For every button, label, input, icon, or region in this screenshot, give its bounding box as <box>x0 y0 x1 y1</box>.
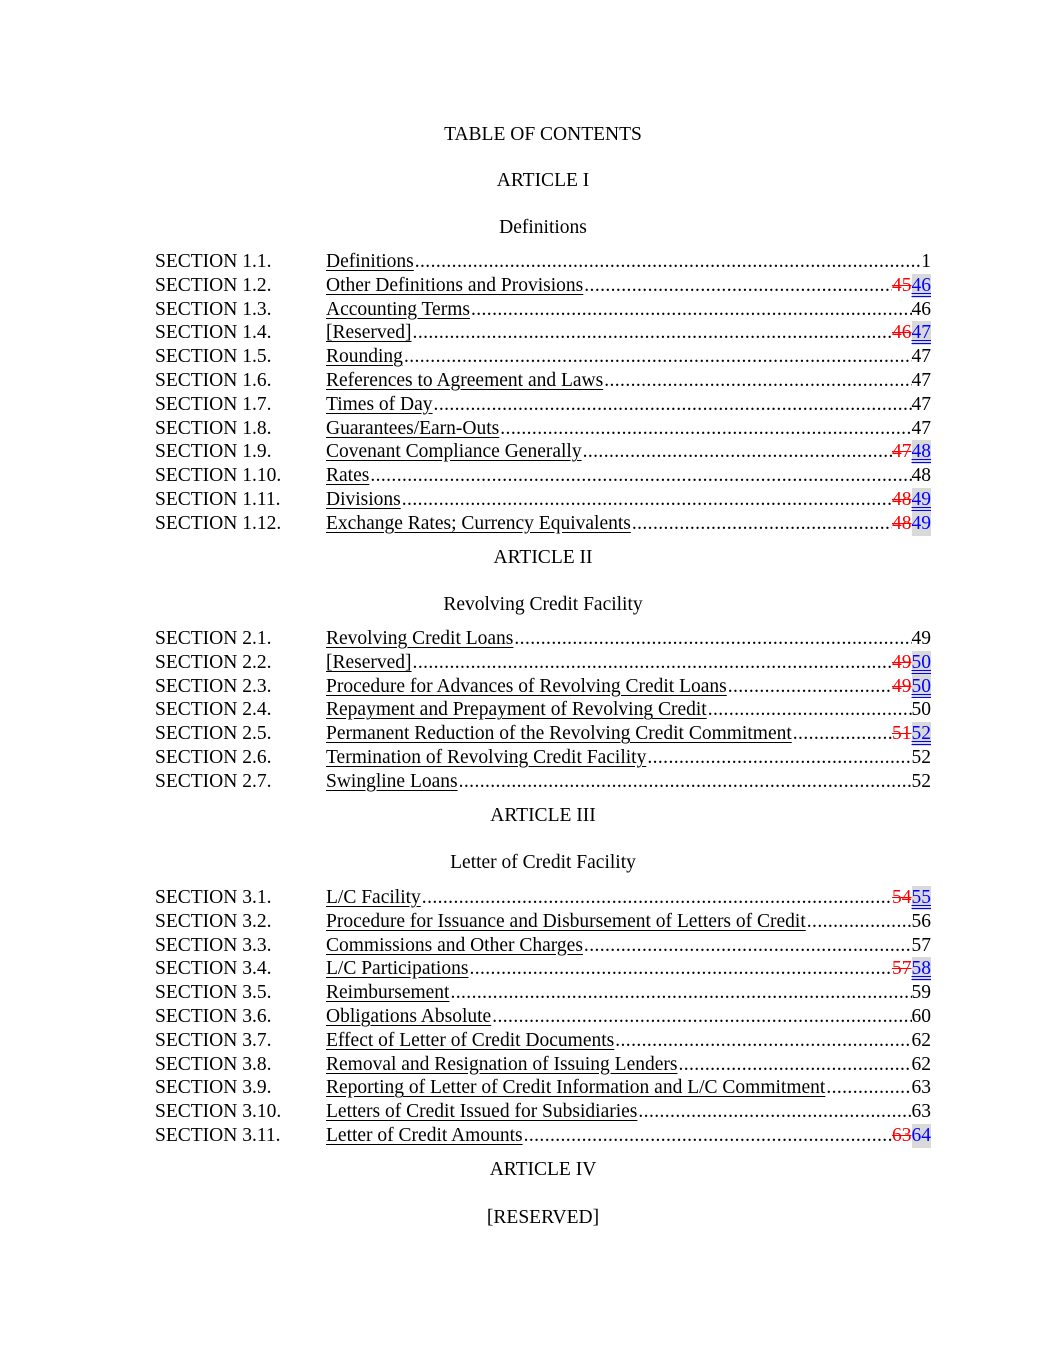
article-3-title: Letter of Credit Facility <box>450 852 636 873</box>
section-title-link[interactable]: Procedure for Advances of Revolving Credit Loans <box>326 675 727 697</box>
section-number: SECTION 3.2. <box>155 910 272 932</box>
toc-entry[interactable] <box>155 464 931 488</box>
toc-entry[interactable] <box>155 1053 931 1077</box>
dot-leader <box>459 770 912 794</box>
section-number: SECTION 3.4. <box>155 958 272 980</box>
dot-leader <box>678 1053 911 1077</box>
page-number: 52 <box>911 770 931 792</box>
deleted-page-number: 47 <box>892 441 912 463</box>
article-4-label: ARTICLE IV <box>489 1159 597 1180</box>
dot-leader <box>524 1124 892 1148</box>
section-title-link[interactable]: Revolving Credit Loans <box>326 628 514 649</box>
deleted-page-number: 63 <box>892 1124 912 1146</box>
section-number: SECTION 2.3. <box>155 675 272 697</box>
section-number: SECTION 1.3. <box>155 298 272 320</box>
section-number: SECTION 3.7. <box>155 1029 272 1051</box>
section-number: SECTION 1.6. <box>155 369 272 391</box>
dot-leader <box>583 440 892 464</box>
page-number: 47 <box>911 417 931 439</box>
toc-entry[interactable] <box>155 722 931 746</box>
section-number: SECTION 2.1. <box>155 628 272 649</box>
toc-entry[interactable] <box>155 274 931 298</box>
deleted-page-number: 51 <box>892 723 912 745</box>
section-number: SECTION 3.6. <box>155 1005 272 1027</box>
toc-entry[interactable] <box>155 651 931 675</box>
page-number: 57 <box>911 934 931 956</box>
section-number: SECTION 1.2. <box>155 274 272 296</box>
section-number: SECTION 1.8. <box>155 417 272 439</box>
section-title-link[interactable]: Rates <box>326 465 370 487</box>
dot-leader <box>469 957 892 981</box>
section-title-link[interactable]: Other Definitions and Provisions <box>326 274 584 296</box>
section-title-link[interactable]: Letter of Credit Amounts <box>326 1124 523 1146</box>
dot-leader <box>632 512 892 536</box>
dot-leader <box>500 417 911 441</box>
page-number: 47 <box>911 393 931 415</box>
inserted-page-number[interactable]: 55 <box>911 887 931 908</box>
section-title-link[interactable]: L/C Participations <box>326 958 469 980</box>
section-title-link[interactable]: Rounding <box>326 346 403 368</box>
deleted-page-number: 48 <box>892 488 912 510</box>
section-title-link[interactable]: References to Agreement and Laws <box>326 369 604 391</box>
section-title-link[interactable]: Exchange Rates; Currency Equivalents <box>326 512 631 534</box>
toc-entry[interactable] <box>155 627 931 651</box>
toc-entry[interactable] <box>155 770 931 794</box>
page-number: 63 <box>911 1101 931 1123</box>
section-number: SECTION 2.6. <box>155 746 272 768</box>
toc-entry[interactable] <box>155 957 931 981</box>
section-title-link[interactable]: [Reserved] <box>326 651 412 673</box>
deleted-page-number: 54 <box>892 887 912 908</box>
section-number: SECTION 1.11. <box>155 488 281 510</box>
dot-leader <box>638 1100 911 1124</box>
dot-leader <box>492 1005 911 1029</box>
deleted-page-number: 46 <box>892 322 912 344</box>
section-number: SECTION 1.9. <box>155 441 272 463</box>
page-number: 63 <box>911 1077 931 1099</box>
dot-leader <box>370 464 911 488</box>
toc-entry[interactable] <box>155 298 931 322</box>
section-number: SECTION 1.1. <box>155 251 272 272</box>
section-title-link[interactable]: Obligations Absolute <box>326 1005 492 1027</box>
toc-entry[interactable] <box>155 1005 931 1029</box>
section-title-link[interactable]: Divisions <box>326 488 401 510</box>
section-title-link[interactable]: Removal and Resignation of Issuing Lenders <box>326 1053 678 1075</box>
toc-entry[interactable] <box>155 886 931 910</box>
section-title-link[interactable]: Definitions <box>326 251 414 272</box>
inserted-page-number[interactable]: 58 <box>911 958 931 980</box>
article-2-sections <box>155 627 931 794</box>
section-number: SECTION 2.7. <box>155 770 272 792</box>
dot-leader <box>584 934 912 958</box>
page-number: 62 <box>911 1053 931 1075</box>
dot-leader <box>728 675 892 699</box>
toc-entry[interactable] <box>155 440 931 464</box>
toc-entry[interactable] <box>155 698 931 722</box>
toc-entry[interactable] <box>155 910 931 934</box>
toc-entry[interactable] <box>155 675 931 699</box>
article-3-sections <box>155 886 931 1148</box>
section-number: SECTION 3.11. <box>155 1124 281 1146</box>
page-number: 60 <box>911 1005 931 1027</box>
dot-leader <box>434 393 912 417</box>
article-1-label: ARTICLE I <box>496 170 590 191</box>
inserted-page-number[interactable]: 50 <box>911 651 931 673</box>
section-title-link[interactable]: Accounting Terms <box>326 298 470 320</box>
toc-entry[interactable] <box>155 417 931 441</box>
section-title-link[interactable]: Letters of Credit Issued for Subsidiaries <box>326 1101 638 1123</box>
deleted-page-number: 49 <box>892 651 912 673</box>
page-number: 47 <box>911 369 931 391</box>
section-number: SECTION 1.4. <box>155 322 272 344</box>
toc-entry[interactable] <box>155 250 931 274</box>
toc-entry[interactable] <box>155 1100 931 1124</box>
section-title-link[interactable]: Reimbursement <box>326 982 450 1004</box>
toc-heading: TABLE OF CONTENTS <box>444 124 642 145</box>
dot-leader <box>793 722 892 746</box>
inserted-page-number[interactable]: 52 <box>911 723 931 745</box>
dot-leader <box>450 981 911 1005</box>
section-number: SECTION 1.10. <box>155 465 282 487</box>
section-title-link[interactable]: Procedure for Issuance and Disbursement of Letters of Credit <box>326 910 806 932</box>
section-title-link[interactable]: Swingline Loans <box>326 770 458 792</box>
article-4-title: [RESERVED] <box>486 1207 600 1228</box>
article-2-title: Revolving Credit Facility <box>443 594 643 615</box>
toc-entry[interactable] <box>155 393 931 417</box>
inserted-page-number[interactable]: 49 <box>911 488 931 510</box>
section-number: SECTION 1.5. <box>155 346 272 368</box>
section-number: SECTION 1.7. <box>155 393 272 415</box>
dot-leader <box>413 651 892 675</box>
section-number: SECTION 1.12. <box>155 512 282 534</box>
dot-leader <box>584 274 892 298</box>
toc-entry[interactable] <box>155 369 931 393</box>
dot-leader <box>615 1029 911 1053</box>
section-number: SECTION 3.3. <box>155 934 272 956</box>
dot-leader <box>807 910 912 934</box>
toc-entry[interactable] <box>155 746 931 770</box>
section-title-link[interactable]: Repayment and Prepayment of Revolving Credit <box>326 699 707 721</box>
deleted-page-number: 45 <box>892 274 912 296</box>
section-number: SECTION 3.10. <box>155 1101 282 1123</box>
toc-entry[interactable] <box>155 321 931 345</box>
dot-leader <box>404 345 912 369</box>
section-title-link[interactable]: Times of Day <box>326 393 433 415</box>
inserted-page-number[interactable]: 50 <box>911 675 931 697</box>
section-title-link[interactable]: Termination of Revolving Credit Facility <box>326 746 647 768</box>
section-number: SECTION 3.9. <box>155 1077 272 1099</box>
section-number: SECTION 3.8. <box>155 1053 272 1075</box>
section-title-link[interactable]: Permanent Reduction of the Revolving Credit Commitment <box>326 723 792 745</box>
dot-leader <box>708 698 912 722</box>
toc-entry[interactable] <box>155 934 931 958</box>
page-number: 62 <box>911 1029 931 1051</box>
dot-leader <box>647 746 911 770</box>
article-1-title: Definitions <box>499 217 587 238</box>
article-1-sections <box>155 250 931 536</box>
section-title-link[interactable]: Guarantees/Earn-Outs <box>326 417 500 439</box>
section-number: SECTION 3.1. <box>155 887 272 908</box>
page-number: 52 <box>911 746 931 768</box>
article-3-label: ARTICLE III <box>490 805 596 826</box>
dot-leader <box>415 250 922 274</box>
section-number: SECTION 2.2. <box>155 651 272 673</box>
dot-leader <box>604 369 911 393</box>
page-number: 47 <box>911 346 931 368</box>
page-number: 48 <box>911 465 931 487</box>
page-number: 59 <box>911 982 931 1004</box>
toc-entry[interactable] <box>155 981 931 1005</box>
inserted-page-number[interactable]: 49 <box>911 512 931 534</box>
inserted-page-number[interactable]: 47 <box>911 322 931 344</box>
inserted-page-number[interactable]: 46 <box>911 274 931 296</box>
dot-leader <box>422 886 892 910</box>
section-number: SECTION 2.4. <box>155 699 272 721</box>
toc-entry[interactable] <box>155 1029 931 1053</box>
toc-entry[interactable] <box>155 1124 931 1148</box>
toc-entry[interactable] <box>155 512 931 536</box>
page-number: 49 <box>911 628 931 649</box>
section-title-link[interactable]: Covenant Compliance Generally <box>326 441 582 463</box>
deleted-page-number: 57 <box>892 958 912 980</box>
article-2-label: ARTICLE II <box>493 547 593 568</box>
deleted-page-number: 48 <box>892 512 912 534</box>
page-number: 56 <box>911 910 931 932</box>
toc-entry[interactable] <box>155 345 931 369</box>
inserted-page-number[interactable]: 48 <box>911 441 931 463</box>
toc-entry[interactable] <box>155 488 931 512</box>
section-title-link[interactable]: L/C Facility <box>326 887 421 908</box>
section-title-link[interactable]: [Reserved] <box>326 322 412 344</box>
toc-entry[interactable] <box>155 1076 931 1100</box>
section-title-link[interactable]: Commissions and Other Charges <box>326 934 583 956</box>
page-number: 46 <box>911 298 931 320</box>
page-number: 50 <box>911 699 931 721</box>
deleted-page-number: 49 <box>892 675 912 697</box>
dot-leader <box>826 1076 911 1100</box>
dot-leader <box>514 627 911 651</box>
inserted-page-number[interactable]: 64 <box>911 1124 931 1146</box>
section-title-link[interactable]: Reporting of Letter of Credit Information and L/C Commitment <box>326 1077 826 1099</box>
section-number: SECTION 3.5. <box>155 982 272 1004</box>
dot-leader <box>413 321 892 345</box>
section-number: SECTION 2.5. <box>155 723 272 745</box>
page-number: 1 <box>921 251 931 272</box>
dot-leader <box>402 488 892 512</box>
dot-leader <box>471 298 912 322</box>
section-title-link[interactable]: Effect of Letter of Credit Documents <box>326 1029 615 1051</box>
